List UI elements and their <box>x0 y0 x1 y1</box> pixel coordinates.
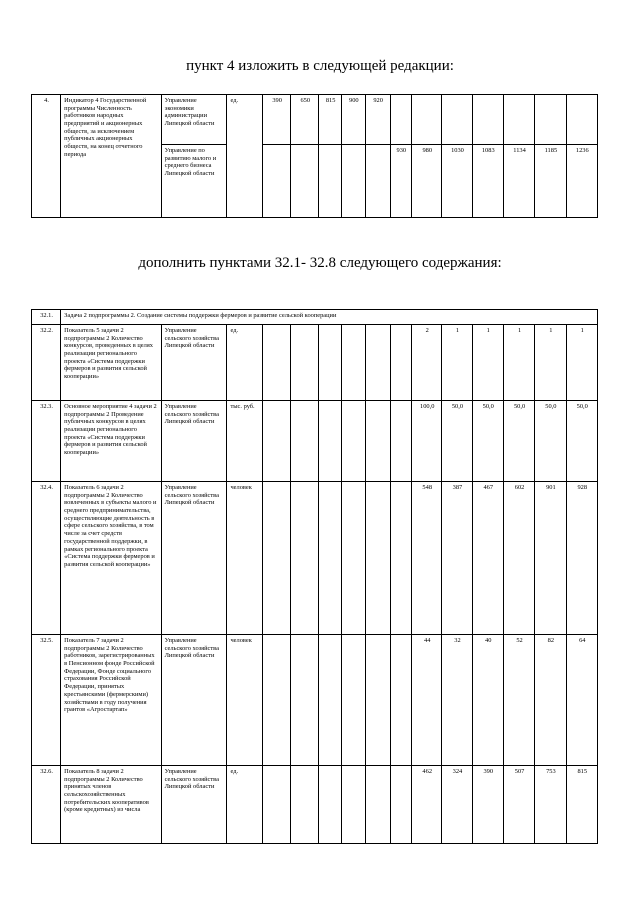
value-cell: 50,0 <box>472 401 503 482</box>
value-cell: 64 <box>566 635 597 766</box>
row-number: 4. <box>32 95 61 218</box>
row-number: 32.4. <box>32 482 61 635</box>
value-cell: 462 <box>412 766 442 844</box>
value-cell: 901 <box>535 482 566 635</box>
value-cell: 1 <box>442 325 472 401</box>
value-cell: 815 <box>319 95 342 145</box>
value-cell: 32 <box>442 635 472 766</box>
value-cell: 50,0 <box>535 401 566 482</box>
row-number: 32.3. <box>32 401 61 482</box>
value-cell <box>319 325 342 401</box>
value-cell: 1134 <box>503 145 534 218</box>
value-cell: 52 <box>503 635 534 766</box>
value-cell <box>319 766 342 844</box>
value-cell <box>390 401 412 482</box>
heading-edit-point-4: пункт 4 изложить в следующей редакции: <box>186 58 454 74</box>
value-cell: 44 <box>412 635 442 766</box>
value-cell <box>341 766 365 844</box>
value-cell <box>341 482 365 635</box>
value-cell <box>390 766 412 844</box>
value-cell <box>365 766 390 844</box>
row-number: 32.6. <box>32 766 61 844</box>
value-cell <box>319 635 342 766</box>
value-cell: 390 <box>472 766 503 844</box>
value-cell: 82 <box>535 635 566 766</box>
value-cell <box>263 325 291 401</box>
value-cell <box>535 95 566 145</box>
value-cell <box>263 401 291 482</box>
value-cell: 50,0 <box>566 401 597 482</box>
value-cell: 928 <box>566 482 597 635</box>
table-row <box>32 482 598 635</box>
value-cell <box>291 145 319 218</box>
value-cell: 602 <box>503 482 534 635</box>
value-cell: 900 <box>341 95 365 145</box>
value-cell: 40 <box>472 635 503 766</box>
table-indicator-4 <box>31 94 598 218</box>
value-cell <box>291 482 319 635</box>
executor-cell: Управление сельского хозяйства Липецкой области <box>161 401 227 482</box>
value-cell <box>319 145 342 218</box>
indicator-name: Показатель 8 задачи 2 подпрограммы 2 Количество принятых членов сельскохозяйственных потребительских кооперативов (кроме кредитных) из числа <box>61 766 161 844</box>
section-title: Задача 2 подпрограммы 2. Создание системы поддержки фермеров и развитие сельской кооперации <box>61 310 598 325</box>
value-cell: 100,0 <box>412 401 442 482</box>
unit-cell: человек <box>227 482 263 635</box>
value-cell <box>365 482 390 635</box>
value-cell <box>291 325 319 401</box>
value-cell <box>291 766 319 844</box>
indicator-name: Показатель 5 задачи 2 подпрограммы 2 Количество конкурсов, проведенных в целях реализации регионального проекта «Система поддержки фермеров и развития сельской кооперации» <box>61 325 161 401</box>
value-cell <box>291 401 319 482</box>
value-cell: 815 <box>566 766 597 844</box>
unit-cell: ед. <box>227 325 263 401</box>
executor-cell: Управление сельского хозяйства Липецкой области <box>161 325 227 401</box>
table-row <box>32 635 598 766</box>
table-points-32 <box>31 309 598 844</box>
value-cell <box>566 95 597 145</box>
value-cell: 50,0 <box>503 401 534 482</box>
value-cell <box>263 145 291 218</box>
value-cell <box>390 95 412 145</box>
indicator-name: Показатель 7 задачи 2 подпрограммы 2 Количество работников, зарегистрированных в Пенсионном фонде Российской Федерации, Фонде социального страхования Российской Федерации, принятых крестьянскими (фермерскими) хозяйствами в году получения грантов «Агростартап» <box>61 635 161 766</box>
value-cell: 1 <box>503 325 534 401</box>
value-cell <box>341 401 365 482</box>
value-cell: 753 <box>535 766 566 844</box>
table-row <box>32 766 598 844</box>
value-cell: 1030 <box>442 145 472 218</box>
executor-cell: Управление сельского хозяйства Липецкой области <box>161 766 227 844</box>
executor-cell: Управление экономики администрации Липецкой области <box>161 95 227 145</box>
table-row <box>32 325 598 401</box>
value-cell: 1 <box>566 325 597 401</box>
value-cell <box>263 635 291 766</box>
value-cell: 507 <box>503 766 534 844</box>
value-cell <box>472 95 503 145</box>
row-number: 32.5. <box>32 635 61 766</box>
section-number: 32.1. <box>32 310 61 325</box>
value-cell: 467 <box>472 482 503 635</box>
value-cell: 1185 <box>535 145 566 218</box>
value-cell <box>341 635 365 766</box>
value-cell <box>365 145 390 218</box>
executor-cell: Управление по развитию малого и среднего бизнеса Липецкой области <box>161 145 227 218</box>
executor-cell: Управление сельского хозяйства Липецкой области <box>161 482 227 635</box>
value-cell <box>390 482 412 635</box>
value-cell <box>503 95 534 145</box>
value-cell: 324 <box>442 766 472 844</box>
unit-cell: ед. <box>227 95 263 218</box>
value-cell <box>319 401 342 482</box>
unit-cell: человек <box>227 635 263 766</box>
value-cell <box>390 635 412 766</box>
value-cell: 548 <box>412 482 442 635</box>
value-cell: 920 <box>365 95 390 145</box>
value-cell <box>365 635 390 766</box>
value-cell <box>442 95 472 145</box>
value-cell <box>341 325 365 401</box>
value-cell: 650 <box>291 95 319 145</box>
indicator-name: Основное мероприятие 4 задачи 2 подпрограммы 2 Проведение публичных конкурсов в целях реализации регионального проекта «Система поддержки фермеров и развития сельской кооперации» <box>61 401 161 482</box>
value-cell: 1236 <box>566 145 597 218</box>
row-number: 32.2. <box>32 325 61 401</box>
value-cell: 50,0 <box>442 401 472 482</box>
value-cell: 1083 <box>472 145 503 218</box>
value-cell: 390 <box>263 95 291 145</box>
value-cell <box>412 95 442 145</box>
value-cell <box>365 325 390 401</box>
value-cell <box>365 401 390 482</box>
value-cell <box>263 766 291 844</box>
value-cell <box>390 325 412 401</box>
value-cell: 1 <box>472 325 503 401</box>
table-row <box>32 401 598 482</box>
value-cell <box>263 482 291 635</box>
value-cell <box>319 482 342 635</box>
value-cell: 2 <box>412 325 442 401</box>
value-cell <box>341 145 365 218</box>
value-cell: 387 <box>442 482 472 635</box>
indicator-name: Показатель 6 задачи 2 подпрограммы 2 Количество вовлеченных в субъекты малого и среднего предпринимательства, осуществляющие деятельность в сфере сельского хозяйства, в том числе за счет средств государственной поддержки, в рамках регионального проекта «Система поддержки фермеров и развития сельской кооперации» <box>61 482 161 635</box>
unit-cell: тыс. руб. <box>227 401 263 482</box>
value-cell <box>291 635 319 766</box>
unit-cell: ед. <box>227 766 263 844</box>
value-cell: 980 <box>412 145 442 218</box>
value-cell: 1 <box>535 325 566 401</box>
indicator-name: Индикатор 4 Государственной программы Численность работников народных предприятий и акционерных обществ, за исключением публичных акционерных обществ, на конец отчетного периода <box>61 95 161 218</box>
heading-add-points: дополнить пунктами 32.1- 32.8 следующего содержания: <box>138 255 502 271</box>
executor-cell: Управление сельского хозяйства Липецкой области <box>161 635 227 766</box>
value-cell: 930 <box>390 145 412 218</box>
